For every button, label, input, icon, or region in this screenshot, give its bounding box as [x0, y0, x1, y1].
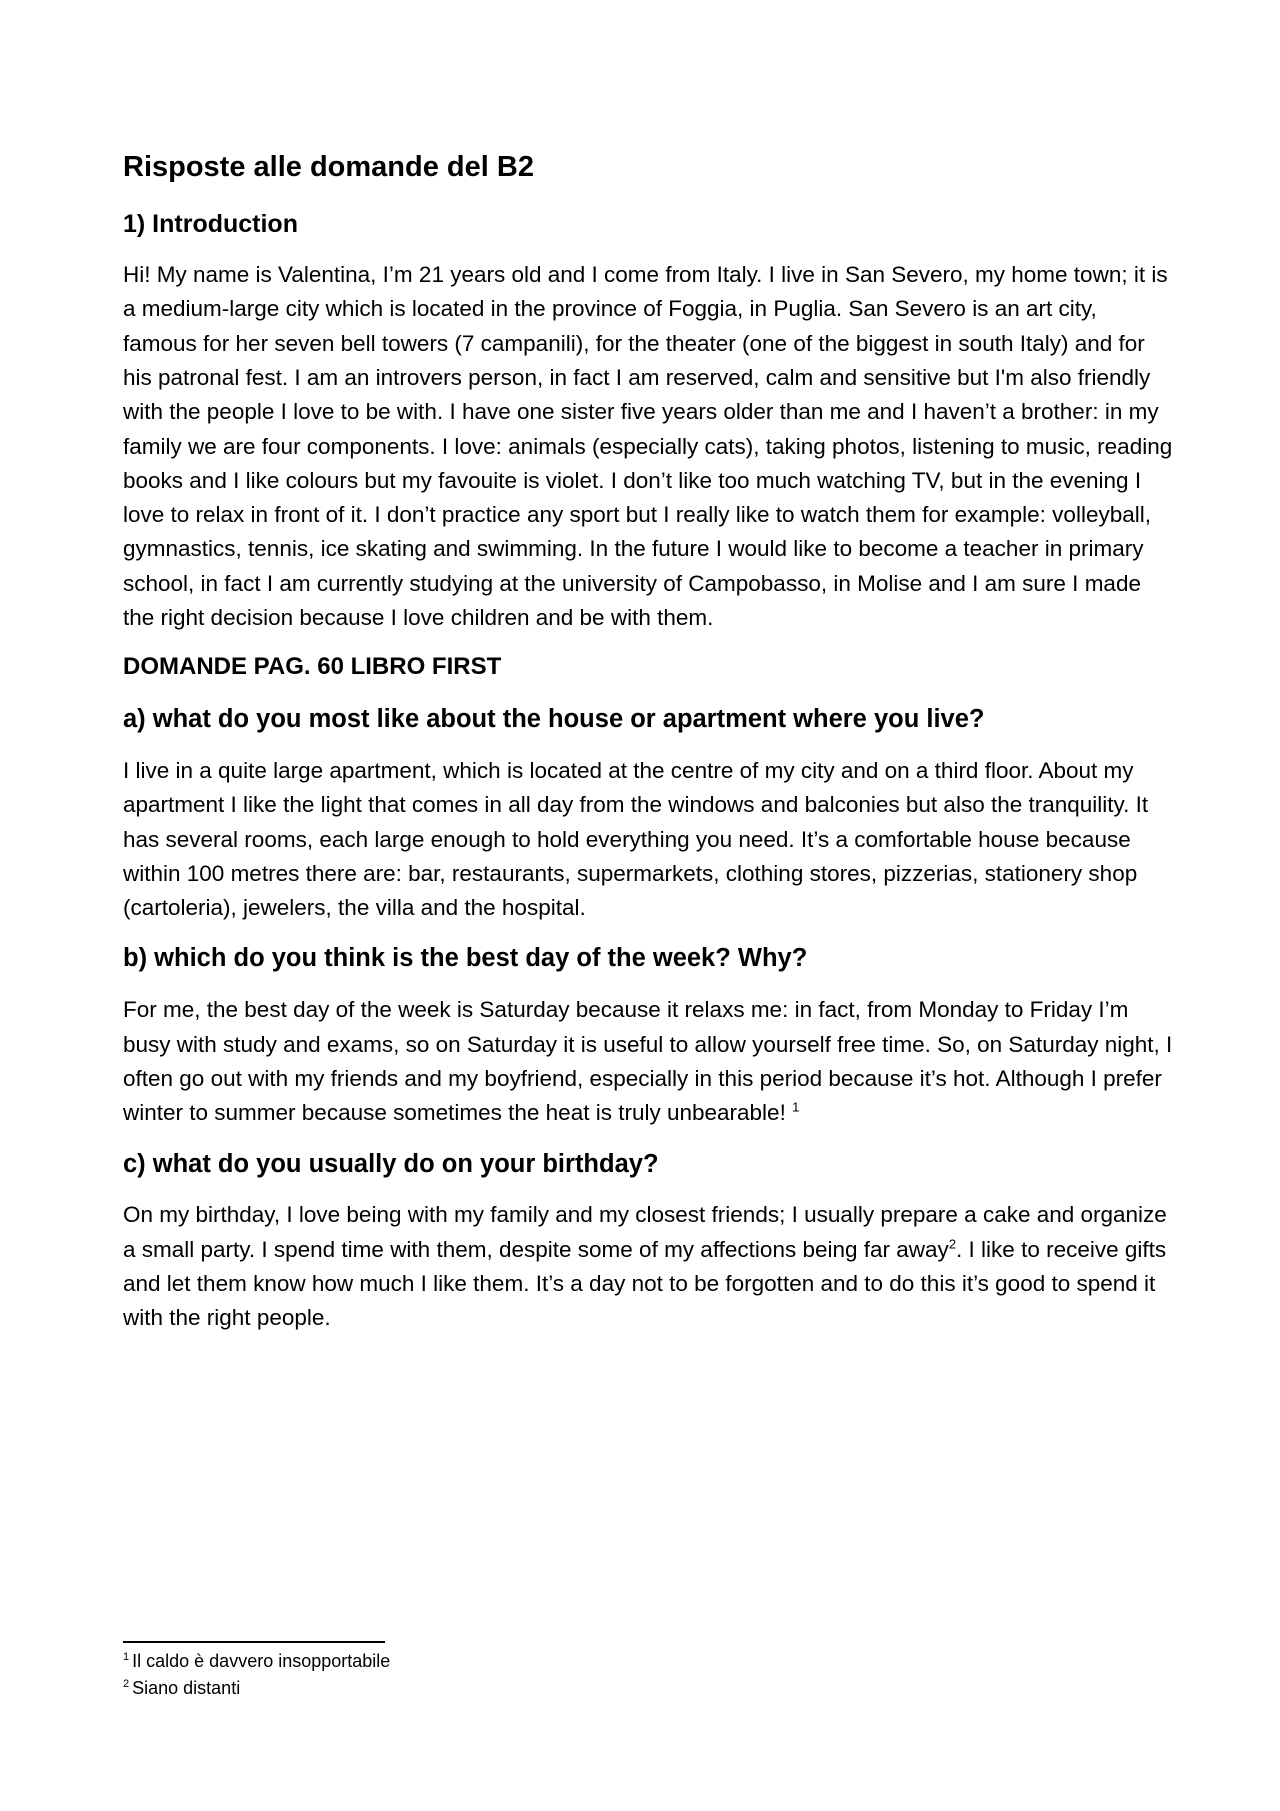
question-a-answer: I live in a quite large apartment, which is located at the centre of my city and on a third floor. About my apartment I like the light that comes in all day from the windows and balconies but also the tranquility. It has several rooms, each large enough to hold everything you need. It’s a comfortable house because within 100 metres there are: bar, restaurants, supermarkets, clothing stores, pizzerias, stationery shop (cartoleria), jewelers, the villa and the hospital. [123, 757, 1149, 921]
document-title: Risposte alle domande del B2 [123, 151, 534, 183]
footnote-ref-1[interactable]: 1 [792, 1099, 800, 1115]
footnote-2-number: 2 [123, 1678, 130, 1690]
footnote-2 [123, 1675, 923, 1702]
question-a-heading: a) what do you most like about the house or apartment where you live? [123, 705, 985, 734]
question-b-heading: b) which do you think is the best day of the week? Why? [123, 944, 808, 973]
question-c-answer-part1: On my birthday, I love being with my family and my closest friends; I usually prepare a cake and organize a small party. I spend time with them, despite some of my affections being far away [123, 1202, 1167, 1262]
footnote-1-number: 1 [123, 1651, 130, 1663]
footnotes-area [123, 1648, 923, 1702]
questions-heading: DOMANDE PAG. 60 LIBRO FIRST [123, 653, 502, 681]
question-c-answer-part2: . I like to receive gifts and let them know how much I like them. It’s a day not to be forgotten and to do this it’s good to spend it with the right people. [123, 1236, 1167, 1331]
footnote-separator [123, 1641, 385, 1643]
document-page [123, 150, 1173, 1354]
footnote-1-text: Il caldo è davvero insopportabile [132, 1651, 391, 1671]
footnote-2-text: Siano distanti [132, 1678, 241, 1698]
question-c-heading: c) what do you usually do on your birthday? [123, 1149, 659, 1178]
introduction-heading: 1) Introduction [123, 209, 298, 238]
footnote-1 [123, 1648, 923, 1675]
question-b-answer-text: For me, the best day of the week is Saturday because it relaxs me: in fact, from Monday to Friday I’m busy with study and exams, so on Saturday it is useful to allow yourself free time. So, on Saturday night, I often go out with my friends and my boyfriend, especially in this period because it’s hot. Although I prefer winter to summer because sometimes the heat is truly unbearable! [123, 997, 1173, 1126]
footnote-ref-2[interactable]: 2 [948, 1236, 957, 1252]
question-c-answer [123, 1198, 1173, 1335]
question-b-answer [123, 993, 1173, 1130]
introduction-paragraph: Hi! My name is Valentina, I’m 21 years old and I come from Italy. I live in San Severo, my home town; it is a medium-large city which is located in the province of Foggia, in Puglia. San Severo is an art city, famous for her seven bell towers (7 campanili), for the theater (one of the biggest in south Italy) and for his patronal fest. I am an introvers person, in fact I am reserved, calm and sensitive but I'm also friendly with the people I love to be with. I have one sister five years older than me and I haven’t a brother: in my family we are four components. I love: animals (especially cats), taking photos, listening to music, reading books and I like colours but my favouite is violet. I don’t like too much watching TV, but in the evening I love to relax in front of it. I don’t practice any sport but I really like to watch them for example: volleyball, gymnastics, tennis, ice skating and swimming. In the future I would like to become a teacher in primary school, in fact I am currently studying at the university of Campobasso, in Molise and I am sure I made the right decision because I love children and be with them. [123, 262, 1173, 631]
